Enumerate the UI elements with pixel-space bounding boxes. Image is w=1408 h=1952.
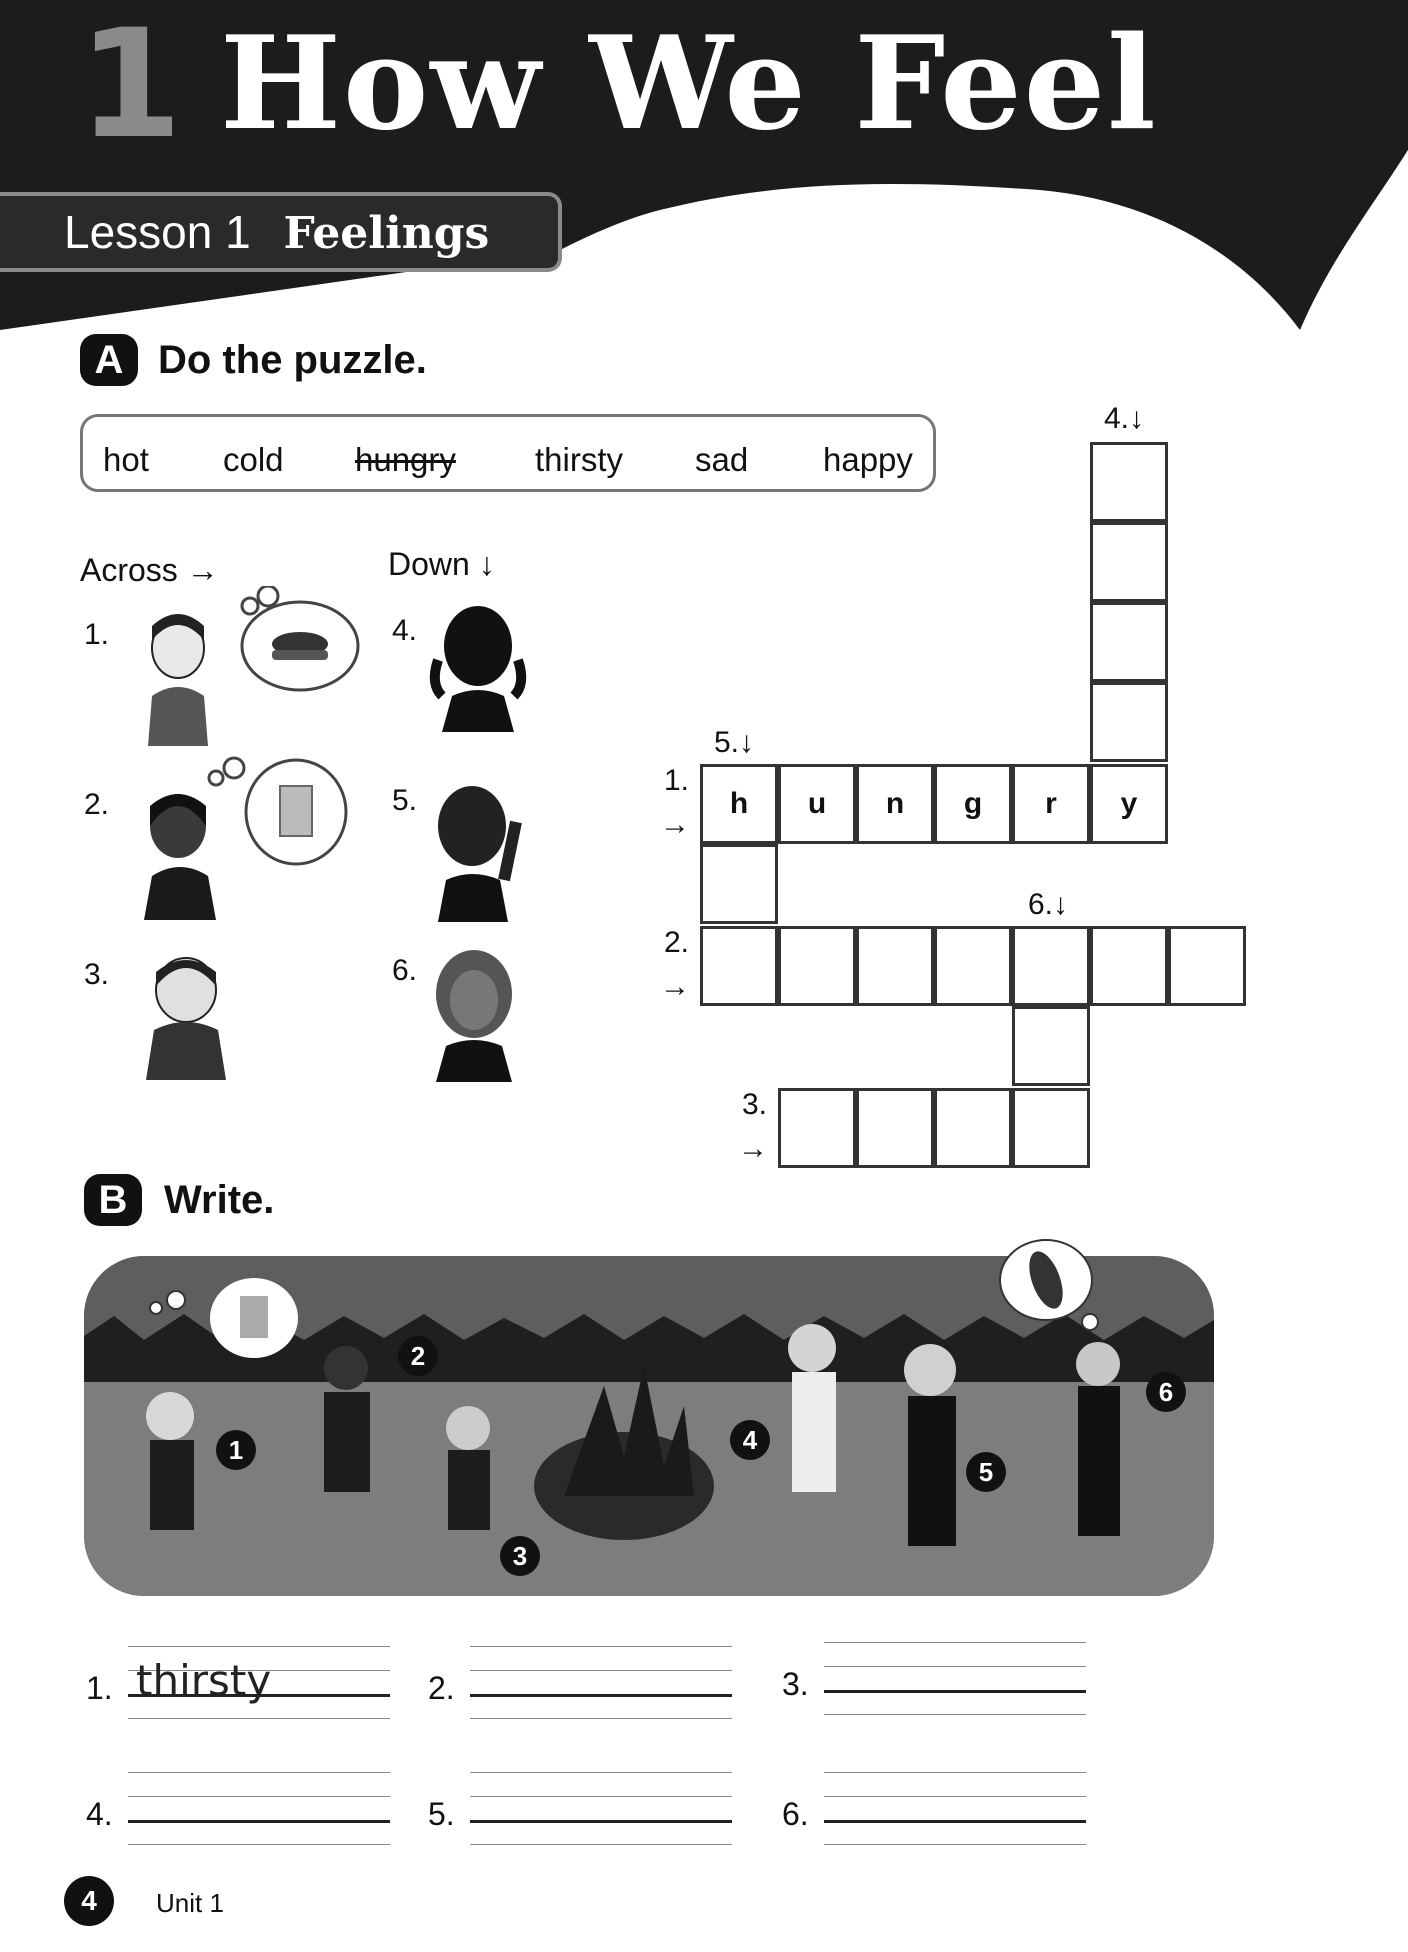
crossword-cell[interactable] [1012, 1088, 1090, 1168]
page-number-badge: 4 [64, 1876, 114, 1926]
crossword-cell[interactable] [700, 844, 778, 924]
answer-number: 1. [86, 1670, 113, 1706]
crossword-cell[interactable]: n [856, 764, 934, 844]
hungry-child-picture [130, 586, 360, 756]
answer-line-3[interactable] [782, 1632, 1062, 1722]
writing-lines [470, 1766, 732, 1846]
crossword-label-5-down: 5.↓ [714, 726, 755, 759]
unit-number: 1 [78, 0, 183, 172]
crossword-cell[interactable]: r [1012, 764, 1090, 844]
crossword-cell[interactable] [1090, 602, 1168, 682]
answer-number: 5. [428, 1796, 455, 1832]
answer-number: 6. [782, 1796, 809, 1832]
crossword-cell[interactable] [778, 926, 856, 1006]
scene-marker-6: 6 [1146, 1372, 1186, 1412]
answer-number: 3. [782, 1666, 809, 1702]
crossword-label-4-down: 4.↓ [1104, 402, 1145, 435]
answer-number: 4. [86, 1796, 113, 1832]
crossword-cell[interactable]: h [700, 764, 778, 844]
answer-line-2[interactable] [428, 1636, 708, 1726]
section-b-badge: B [84, 1174, 142, 1226]
crossword-cell[interactable] [1090, 926, 1168, 1006]
section-a-badge: A [80, 334, 138, 386]
down-clue-number: 5. [392, 784, 418, 817]
crossword-cell[interactable] [1090, 682, 1168, 762]
unit-title: How We Feel [220, 9, 1158, 159]
hot-dog-thought-bubble [996, 1236, 1106, 1336]
answer-line-6[interactable] [782, 1762, 1062, 1852]
thirsty-child-picture [130, 756, 360, 926]
crossword-cell[interactable] [1012, 1006, 1090, 1086]
arrow-right-icon: → [660, 970, 690, 1003]
crossword-cell[interactable] [1012, 926, 1090, 1006]
across-clue-number: 3. [84, 958, 110, 991]
hot-child-picture [420, 776, 550, 926]
cold-child-picture [130, 950, 280, 1090]
crossword-cell[interactable] [856, 1088, 934, 1168]
crossword-label-2-across: 2. [664, 926, 690, 959]
lesson-tab [0, 192, 562, 272]
happy-child-picture [420, 946, 530, 1086]
unit-header [0, 0, 1408, 360]
scene-marker-1: 1 [216, 1430, 256, 1470]
lesson-name: Feelings [283, 208, 490, 259]
writing-lines [824, 1766, 1086, 1846]
arrow-right-icon: → [660, 808, 690, 841]
across-clue-number: 1. [84, 618, 110, 651]
crossword-cell[interactable]: u [778, 764, 856, 844]
crossword-cell[interactable] [934, 1088, 1012, 1168]
lesson-label: Lesson 1 [64, 206, 251, 258]
crossword-cell[interactable] [934, 926, 1012, 1006]
crossword-cell[interactable]: y [1090, 764, 1168, 844]
word-bank-item-crossed: hungry [355, 441, 456, 478]
crossword-cell[interactable] [778, 1088, 856, 1168]
sad-child-picture [420, 596, 540, 736]
down-heading: Down ↓ [388, 546, 495, 582]
across-heading: Across → [80, 552, 219, 588]
down-clue-number: 6. [392, 954, 418, 987]
crossword-label-3-across: 3. [742, 1088, 768, 1121]
down-clue-number: 4. [392, 614, 418, 647]
answer-line-1[interactable] [86, 1636, 366, 1726]
crossword-label-6-down: 6.↓ [1028, 888, 1069, 921]
section-b-instruction: Write. [164, 1178, 275, 1222]
answer-text: thirsty [136, 1656, 272, 1705]
scene-marker-3: 3 [500, 1536, 540, 1576]
answer-line-5[interactable] [428, 1762, 708, 1852]
crossword-cell[interactable]: g [934, 764, 1012, 844]
crossword-cell[interactable] [1090, 442, 1168, 522]
word-bank-item: hot [103, 441, 149, 478]
crossword-cell[interactable] [1168, 926, 1246, 1006]
writing-lines [824, 1636, 1086, 1716]
answer-number: 2. [428, 1670, 455, 1706]
arrow-right-icon: → [738, 1132, 768, 1165]
footer-unit-label: Unit 1 [156, 1888, 224, 1918]
word-bank-item: thirsty [535, 441, 624, 478]
across-clue-number: 2. [84, 788, 110, 821]
writing-lines [128, 1640, 390, 1720]
writing-lines [128, 1766, 390, 1846]
crossword-cell[interactable] [1090, 522, 1168, 602]
crossword-cell[interactable] [856, 926, 934, 1006]
answer-line-4[interactable] [86, 1762, 366, 1852]
word-bank-item: sad [695, 441, 749, 478]
section-a-instruction: Do the puzzle. [158, 338, 427, 382]
scene-marker-4: 4 [730, 1420, 770, 1460]
crossword-label-1-across: 1. [664, 764, 690, 797]
writing-lines [470, 1640, 732, 1720]
scene-marker-5: 5 [966, 1452, 1006, 1492]
word-bank-item: cold [223, 441, 284, 478]
word-bank [80, 414, 936, 492]
scene-marker-2: 2 [398, 1336, 438, 1376]
word-bank-item: happy [823, 441, 913, 478]
crossword-cell[interactable] [700, 926, 778, 1006]
